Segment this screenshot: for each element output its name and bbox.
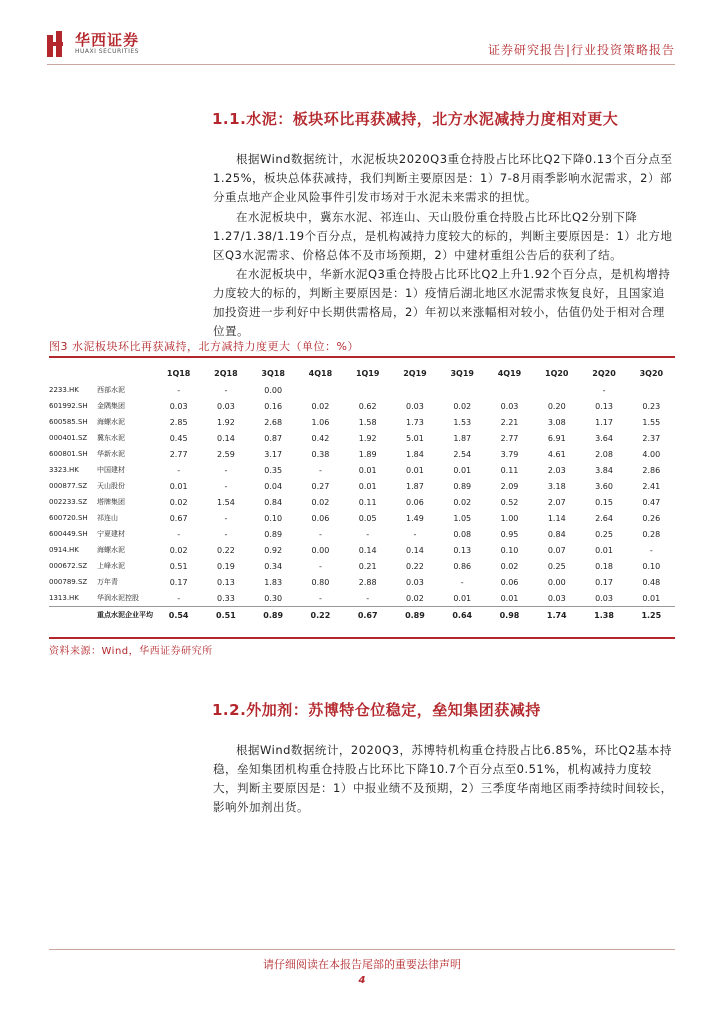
table-cell: 0.01 bbox=[169, 481, 188, 491]
column-header: 3Q18 bbox=[261, 368, 285, 378]
table-cell: 1.06 bbox=[311, 417, 330, 427]
table-cell: 0.03 bbox=[547, 593, 566, 603]
table-row bbox=[49, 446, 675, 462]
average-cell: 0.67 bbox=[344, 607, 391, 624]
table-cell: 1.55 bbox=[642, 417, 661, 427]
table-cell: 2.88 bbox=[358, 577, 377, 587]
figure-source: 资料来源：Wind，华西证券研究所 bbox=[49, 646, 213, 657]
stock-code: 000877.SZ bbox=[49, 482, 88, 490]
table-cell: 2.64 bbox=[595, 513, 613, 523]
table-cell: 0.02 bbox=[169, 545, 188, 555]
stock-code: 000672.SZ bbox=[49, 562, 88, 570]
table-cell: 0.08 bbox=[453, 529, 472, 539]
table-row bbox=[49, 526, 675, 542]
table-cell: 2.07 bbox=[547, 497, 566, 507]
table-cell: 0.18 bbox=[595, 561, 613, 571]
table-cell: 6.91 bbox=[547, 433, 566, 443]
table-cell: 0.02 bbox=[169, 497, 188, 507]
table-cell: - bbox=[224, 481, 228, 491]
table-cell: 3.60 bbox=[595, 481, 613, 491]
table-cell: 0.33 bbox=[216, 593, 235, 603]
table-cell: - bbox=[224, 513, 228, 523]
table-cell: 0.14 bbox=[216, 433, 235, 443]
average-cell: 1.25 bbox=[628, 607, 675, 624]
average-cell: 0.89 bbox=[250, 607, 297, 624]
table-cell: - bbox=[366, 593, 370, 603]
table-cell: 3.79 bbox=[500, 449, 519, 459]
table-cell: 0.45 bbox=[169, 433, 188, 443]
table-cell: 2.85 bbox=[169, 417, 188, 427]
table-row bbox=[49, 382, 675, 398]
table-cell: 2.77 bbox=[169, 449, 188, 459]
figure-bottom-rule bbox=[49, 637, 675, 639]
paragraph-3: 在水泥板块中，华新水泥Q3重仓持股占比环比Q2上升1.92个百分点，是机构增持力度较大的标的，判断主要原因是：1）疫情后湖北地区水泥需求恢复良好，且国家追加投资进一步利好中长期供需格局，2）年初以来涨幅相对较小，估值仍处于相对合理位置。 bbox=[213, 267, 671, 338]
table-cell: - bbox=[366, 529, 370, 539]
stock-code: 1313.HK bbox=[49, 594, 79, 602]
paragraph-2: 在水泥板块中，冀东水泥、祁连山、天山股份重仓持股占比环比Q2分别下降1.27/1.38/1.19个百分点，是机构减持力度较大的标的，判断主要原因是：1）北方地区Q3水泥需求、价格总体不及市场预期，2）中建材重组公告后的获利了结。 bbox=[213, 210, 673, 262]
column-header: 4Q18 bbox=[308, 368, 333, 378]
table-cell: 0.15 bbox=[595, 497, 613, 507]
table-cell: 4.00 bbox=[642, 449, 661, 459]
table-cell: 0.95 bbox=[500, 529, 519, 539]
column-header: 3Q20 bbox=[639, 368, 664, 378]
column-header: 2Q20 bbox=[592, 368, 616, 378]
table-cell: 0.03 bbox=[406, 577, 424, 587]
table-cell: 0.51 bbox=[169, 561, 188, 571]
footer-divider bbox=[49, 949, 675, 950]
table-cell: 1.84 bbox=[406, 449, 424, 459]
stock-code: 000401.SZ bbox=[49, 434, 88, 442]
table-cell: 0.07 bbox=[547, 545, 566, 555]
table-cell: - bbox=[177, 529, 181, 539]
stock-name: 华新水泥 bbox=[97, 450, 125, 458]
header-divider bbox=[47, 64, 675, 65]
table-row bbox=[49, 558, 675, 574]
table-cell: 0.11 bbox=[358, 497, 377, 507]
table-cell: 1.14 bbox=[547, 513, 566, 523]
stock-name: 海螺水泥 bbox=[97, 418, 125, 426]
table-cell: 0.01 bbox=[595, 545, 613, 555]
table-cell: 0.22 bbox=[406, 561, 424, 571]
table-cell: - bbox=[224, 385, 228, 395]
table-cell: 5.01 bbox=[406, 433, 424, 443]
table-cell: 0.38 bbox=[311, 449, 330, 459]
average-cell: 1.74 bbox=[533, 607, 580, 624]
stock-name: 西部水泥 bbox=[97, 386, 125, 394]
table-cell: 0.47 bbox=[642, 497, 661, 507]
table-cell: 1.89 bbox=[358, 449, 377, 459]
table-cell bbox=[628, 382, 675, 398]
table-cell: 0.52 bbox=[500, 497, 519, 507]
table-cell: 2.68 bbox=[264, 417, 283, 427]
table-cell: - bbox=[224, 465, 228, 475]
table-cell: 0.00 bbox=[547, 577, 566, 587]
table-cell: 0.03 bbox=[595, 593, 613, 603]
table-cell: 0.17 bbox=[169, 577, 188, 587]
table-cell: 2.08 bbox=[595, 449, 613, 459]
table-cell: 0.25 bbox=[595, 529, 613, 539]
table-cell: 0.30 bbox=[264, 593, 283, 603]
table-cell: 0.03 bbox=[216, 401, 235, 411]
table-cell: 0.06 bbox=[311, 513, 330, 523]
table-cell: 1.54 bbox=[216, 497, 235, 507]
table-cell: 3.64 bbox=[595, 433, 613, 443]
average-cell: 0.98 bbox=[486, 607, 533, 624]
logo-cn: 华西证券 bbox=[75, 31, 140, 49]
table-cell: 0.84 bbox=[264, 497, 283, 507]
table-cell: - bbox=[177, 593, 181, 603]
column-header: 3Q19 bbox=[450, 368, 474, 378]
stock-code: 600720.SH bbox=[49, 514, 88, 522]
average-cell: 0.22 bbox=[297, 607, 344, 624]
table-cell: 0.13 bbox=[595, 401, 613, 411]
average-label: 重点水泥企业平均 bbox=[97, 607, 155, 624]
table-cell: 2.21 bbox=[500, 417, 519, 427]
table-cell: 1.00 bbox=[500, 513, 519, 523]
table-cell: 0.80 bbox=[311, 577, 330, 587]
table-cell: 3.08 bbox=[547, 417, 566, 427]
figure-top-rule bbox=[49, 356, 675, 358]
table-cell: 0.28 bbox=[642, 529, 661, 539]
table-row bbox=[49, 430, 675, 446]
average-cell: 1.38 bbox=[580, 607, 627, 624]
table-cell: 0.03 bbox=[406, 401, 424, 411]
stock-name: 金隅集团 bbox=[97, 402, 125, 410]
stock-name: 中国建材 bbox=[97, 466, 125, 474]
table-cell: 0.19 bbox=[216, 561, 235, 571]
legal-notice: 请仔细阅读在本报告尾部的重要法律声明 bbox=[263, 958, 461, 971]
stock-name: 万年青 bbox=[97, 578, 118, 586]
table-cell: 0.10 bbox=[642, 561, 661, 571]
table-cell: 1.87 bbox=[453, 433, 472, 443]
average-cell: 0.89 bbox=[391, 607, 438, 624]
table-cell: 3.84 bbox=[595, 465, 613, 475]
stock-name: 塔牌集团 bbox=[97, 498, 125, 506]
stock-code: 601992.SH bbox=[49, 402, 88, 410]
table-cell: 0.89 bbox=[264, 529, 283, 539]
table-cell: 1.92 bbox=[216, 417, 235, 427]
stock-code: 600585.SH bbox=[49, 418, 88, 426]
table-row bbox=[49, 510, 675, 526]
table-cell: 0.10 bbox=[264, 513, 283, 523]
column-header: 1Q18 bbox=[166, 368, 191, 378]
table-cell: 0.22 bbox=[216, 545, 235, 555]
table-cell bbox=[439, 382, 486, 398]
table-cell: 0.17 bbox=[595, 577, 613, 587]
table-cell: 0.01 bbox=[453, 593, 472, 603]
table-cell: 2.03 bbox=[547, 465, 566, 475]
table-cell: 0.48 bbox=[642, 577, 661, 587]
table-cell: 1.87 bbox=[406, 481, 424, 491]
table-cell: 0.27 bbox=[311, 481, 330, 491]
page-number: 4 bbox=[358, 975, 366, 986]
stock-code: 000789.SZ bbox=[49, 578, 88, 586]
table-cell: 0.89 bbox=[453, 481, 472, 491]
table-cell bbox=[391, 382, 438, 398]
table-cell: - bbox=[318, 593, 322, 603]
table-row bbox=[49, 462, 675, 478]
table-cell: 0.06 bbox=[500, 577, 519, 587]
stock-code: 2233.HK bbox=[49, 386, 79, 394]
logo-icon bbox=[47, 31, 69, 57]
table-row bbox=[49, 590, 675, 607]
table-cell: 3.18 bbox=[547, 481, 566, 491]
table-cell bbox=[297, 382, 344, 398]
table-cell: 0.84 bbox=[547, 529, 566, 539]
table-cell: 0.87 bbox=[264, 433, 283, 443]
table-row bbox=[49, 542, 675, 558]
table-cell: 0.35 bbox=[264, 465, 283, 475]
stock-name: 祁连山 bbox=[97, 514, 118, 522]
report-type: 证券研究报告|行业投资策略报告 bbox=[487, 43, 675, 57]
table-cell: 0.03 bbox=[169, 401, 188, 411]
table-cell: 3.17 bbox=[264, 449, 283, 459]
table-cell: 0.42 bbox=[311, 433, 330, 443]
table-cell: 0.11 bbox=[500, 465, 519, 475]
section-title-admixture: 1.2.外加剂：苏博特仓位稳定，垒知集团获减持 bbox=[212, 701, 541, 719]
table-cell: 1.17 bbox=[595, 417, 613, 427]
table-cell: 0.01 bbox=[406, 465, 424, 475]
table-cell: 0.02 bbox=[453, 401, 472, 411]
table-cell: 0.16 bbox=[264, 401, 283, 411]
table-cell: 4.61 bbox=[547, 449, 566, 459]
table-cell: 0.01 bbox=[358, 465, 377, 475]
table-cell: 2.86 bbox=[642, 465, 661, 475]
table-cell: - bbox=[460, 577, 464, 587]
stock-name: 冀东水泥 bbox=[97, 434, 125, 442]
table-cell: 0.67 bbox=[169, 513, 188, 523]
table-cell: 1.73 bbox=[406, 417, 424, 427]
table-row bbox=[49, 414, 675, 430]
table-cell: 0.34 bbox=[264, 561, 283, 571]
table-cell: 0.03 bbox=[500, 401, 519, 411]
section-title-cement: 1.1.水泥：板块环比再获减持，北方水泥减持力度相对更大 bbox=[212, 110, 619, 128]
table-row bbox=[49, 574, 675, 590]
table-cell: 0.02 bbox=[311, 497, 330, 507]
stock-code: 002233.SZ bbox=[49, 498, 88, 506]
table-cell: - bbox=[649, 545, 653, 555]
average-cell: 0.64 bbox=[439, 607, 486, 624]
column-header: 1Q20 bbox=[545, 368, 569, 378]
paragraph-4: 根据Wind数据统计，2020Q3，苏博特机构重仓持股占比6.85%，环比Q2基本持稳，垒知集团机构重仓持股占比环比下降10.7个百分点至0.51%，机构减持力度较大，判断主要原因是：1）中报业绩不及预期，2）三季度华南地区雨季持续时间较长，影响外加剂出货。 bbox=[213, 743, 673, 814]
table-cell: 0.25 bbox=[547, 561, 566, 571]
table-cell: - bbox=[177, 385, 181, 395]
table-cell: 0.06 bbox=[406, 497, 424, 507]
table-cell: 0.01 bbox=[500, 593, 519, 603]
table-cell: 0.01 bbox=[453, 465, 472, 475]
table-cell: 0.01 bbox=[358, 481, 377, 491]
table-cell: 0.00 bbox=[264, 385, 283, 395]
column-header: 2Q18 bbox=[214, 368, 238, 378]
table-cell: - bbox=[177, 465, 181, 475]
average-code bbox=[49, 607, 97, 624]
table-cell: 1.58 bbox=[358, 417, 377, 427]
table-cell: 0.02 bbox=[311, 401, 330, 411]
stock-name: 海螺水泥 bbox=[97, 546, 125, 554]
table-cell: 1.49 bbox=[406, 513, 424, 523]
table-cell: - bbox=[224, 529, 228, 539]
stock-name: 宁夏建材 bbox=[97, 530, 125, 538]
table-cell: 0.10 bbox=[500, 545, 519, 555]
table-cell: 0.14 bbox=[358, 545, 377, 555]
logo-en: HUAXI SECURITIES bbox=[75, 48, 139, 55]
table-cell: 0.02 bbox=[453, 497, 472, 507]
stock-code: 0914.HK bbox=[49, 546, 79, 554]
table-cell: 0.92 bbox=[264, 545, 283, 555]
table-cell: 2.54 bbox=[453, 449, 472, 459]
table-cell: - bbox=[318, 561, 322, 571]
table-cell: 2.37 bbox=[642, 433, 661, 443]
table-cell: 0.23 bbox=[642, 401, 661, 411]
table-cell: - bbox=[318, 465, 322, 475]
table-cell: 0.62 bbox=[358, 401, 377, 411]
table-cell: 0.13 bbox=[453, 545, 472, 555]
paragraph-1: 根据Wind数据统计，水泥板块2020Q3重仓持股占比环比Q2下降0.13个百分点至1.25%，板块总体获减持，我们判断主要原因是：1）7-8月雨季影响水泥需求，2）部分重点地产企业风险事件引发市场对于水泥未来需求的担忧。 bbox=[213, 152, 673, 204]
header-name bbox=[97, 364, 155, 382]
table-cell: 0.14 bbox=[406, 545, 424, 555]
stock-name: 天山股份 bbox=[97, 482, 125, 490]
table-cell: 0.13 bbox=[216, 577, 235, 587]
column-header: 2Q19 bbox=[403, 368, 427, 378]
table-row bbox=[49, 494, 675, 510]
stock-name: 华润水泥控股 bbox=[97, 594, 139, 602]
table-cell: 1.53 bbox=[453, 417, 472, 427]
table-cell: 0.04 bbox=[264, 481, 283, 491]
table-cell: - bbox=[602, 385, 606, 395]
table-cell: 2.77 bbox=[500, 433, 519, 443]
column-header: 4Q19 bbox=[497, 368, 522, 378]
table-header-row bbox=[49, 364, 675, 382]
table-cell: 0.21 bbox=[358, 561, 377, 571]
table-cell: - bbox=[413, 529, 417, 539]
table-cell: 1.83 bbox=[264, 577, 283, 587]
stock-code: 600801.SH bbox=[49, 450, 88, 458]
figure-title: 图3 水泥板块环比再获减持，北方减持力度更大（单位：%） bbox=[49, 340, 359, 353]
holding-table bbox=[49, 364, 675, 623]
stock-name: 上峰水泥 bbox=[97, 562, 125, 570]
table-row bbox=[49, 478, 675, 494]
table-cell: 1.05 bbox=[453, 513, 472, 523]
average-cell: 0.54 bbox=[155, 607, 202, 624]
table-cell: 0.86 bbox=[453, 561, 472, 571]
table-row bbox=[49, 398, 675, 414]
table-cell: 0.02 bbox=[500, 561, 519, 571]
table-cell: 0.01 bbox=[642, 593, 661, 603]
logo bbox=[47, 31, 139, 57]
table-cell: 0.05 bbox=[358, 513, 377, 523]
table-cell bbox=[533, 382, 580, 398]
table-cell: 1.92 bbox=[358, 433, 377, 443]
table-cell: 2.09 bbox=[500, 481, 519, 491]
table-cell: 0.26 bbox=[642, 513, 661, 523]
table-cell bbox=[344, 382, 391, 398]
stock-code: 600449.SH bbox=[49, 530, 88, 538]
column-header: 1Q19 bbox=[355, 368, 380, 378]
table-cell bbox=[486, 382, 533, 398]
table-cell: 0.00 bbox=[311, 545, 330, 555]
average-row bbox=[49, 607, 675, 624]
average-cell: 0.51 bbox=[202, 607, 249, 624]
stock-code: 3323.HK bbox=[49, 466, 79, 474]
table-cell: - bbox=[318, 529, 322, 539]
table-cell: 2.59 bbox=[216, 449, 235, 459]
header-code bbox=[49, 364, 97, 382]
table-cell: 0.20 bbox=[547, 401, 566, 411]
table-cell: 2.41 bbox=[642, 481, 661, 491]
table-cell: 0.02 bbox=[406, 593, 424, 603]
